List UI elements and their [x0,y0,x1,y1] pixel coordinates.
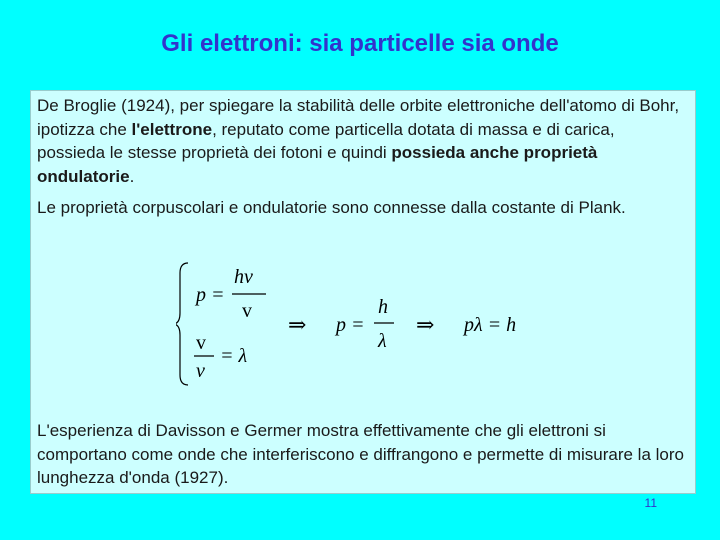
paragraph-de-broglie [37,94,687,188]
slide-number: 11 [644,496,657,510]
paragraph-davisson-germer: L'esperienza di Davisson e Germer mostra effettivamente che gli elettroni si comportano come onde che interferiscono e diffrangono e permette di misurare la loro lunghezza d'onda (1927). [37,421,684,487]
eq3-denominator: λ [378,330,387,352]
implies-arrow-2: ⇒ [416,312,435,337]
eq1-denominator: v [242,300,252,322]
slide-title: Gli elettroni: sia particelle sia onde [161,30,559,57]
eq3-numerator: h [378,296,388,318]
formula-brace [176,263,188,385]
paragraph1-text-before: De Broglie (1924), per spiegare la stabilità delle orbite elettroniche dell'atomo di Bohr, ipotizza che [37,96,680,139]
formula-svg [176,259,536,389]
eq3-lhs: p = [336,314,365,336]
paragraph-planck: Le proprietà corpuscolari e ondulatorie sono connesse dalla costante di Plank. [37,198,626,217]
eq1-lhs: p = [196,284,225,306]
eq4: pλ = h [464,314,517,336]
paragraph1-bold-electron: l'elettrone [131,119,213,139]
eq2-denominator: ν [196,360,205,382]
paragraph1-bold-wave-properties: possieda anche proprietà ondulatorie [37,143,598,186]
eq1-numerator: hν [234,266,253,288]
content-panel [30,90,696,510]
paragraph1-text-middle: , reputato come particella dotata di massa e di carica, possieda le stesse proprietà dei fotoni e quindi [37,119,615,162]
paragraph1-text-after: . [129,166,135,186]
eq2-numerator: v [196,332,206,354]
eq2-rhs: = λ [220,345,248,367]
implies-arrow-1: ⇒ [288,312,307,337]
de-broglie-formula [176,259,536,389]
